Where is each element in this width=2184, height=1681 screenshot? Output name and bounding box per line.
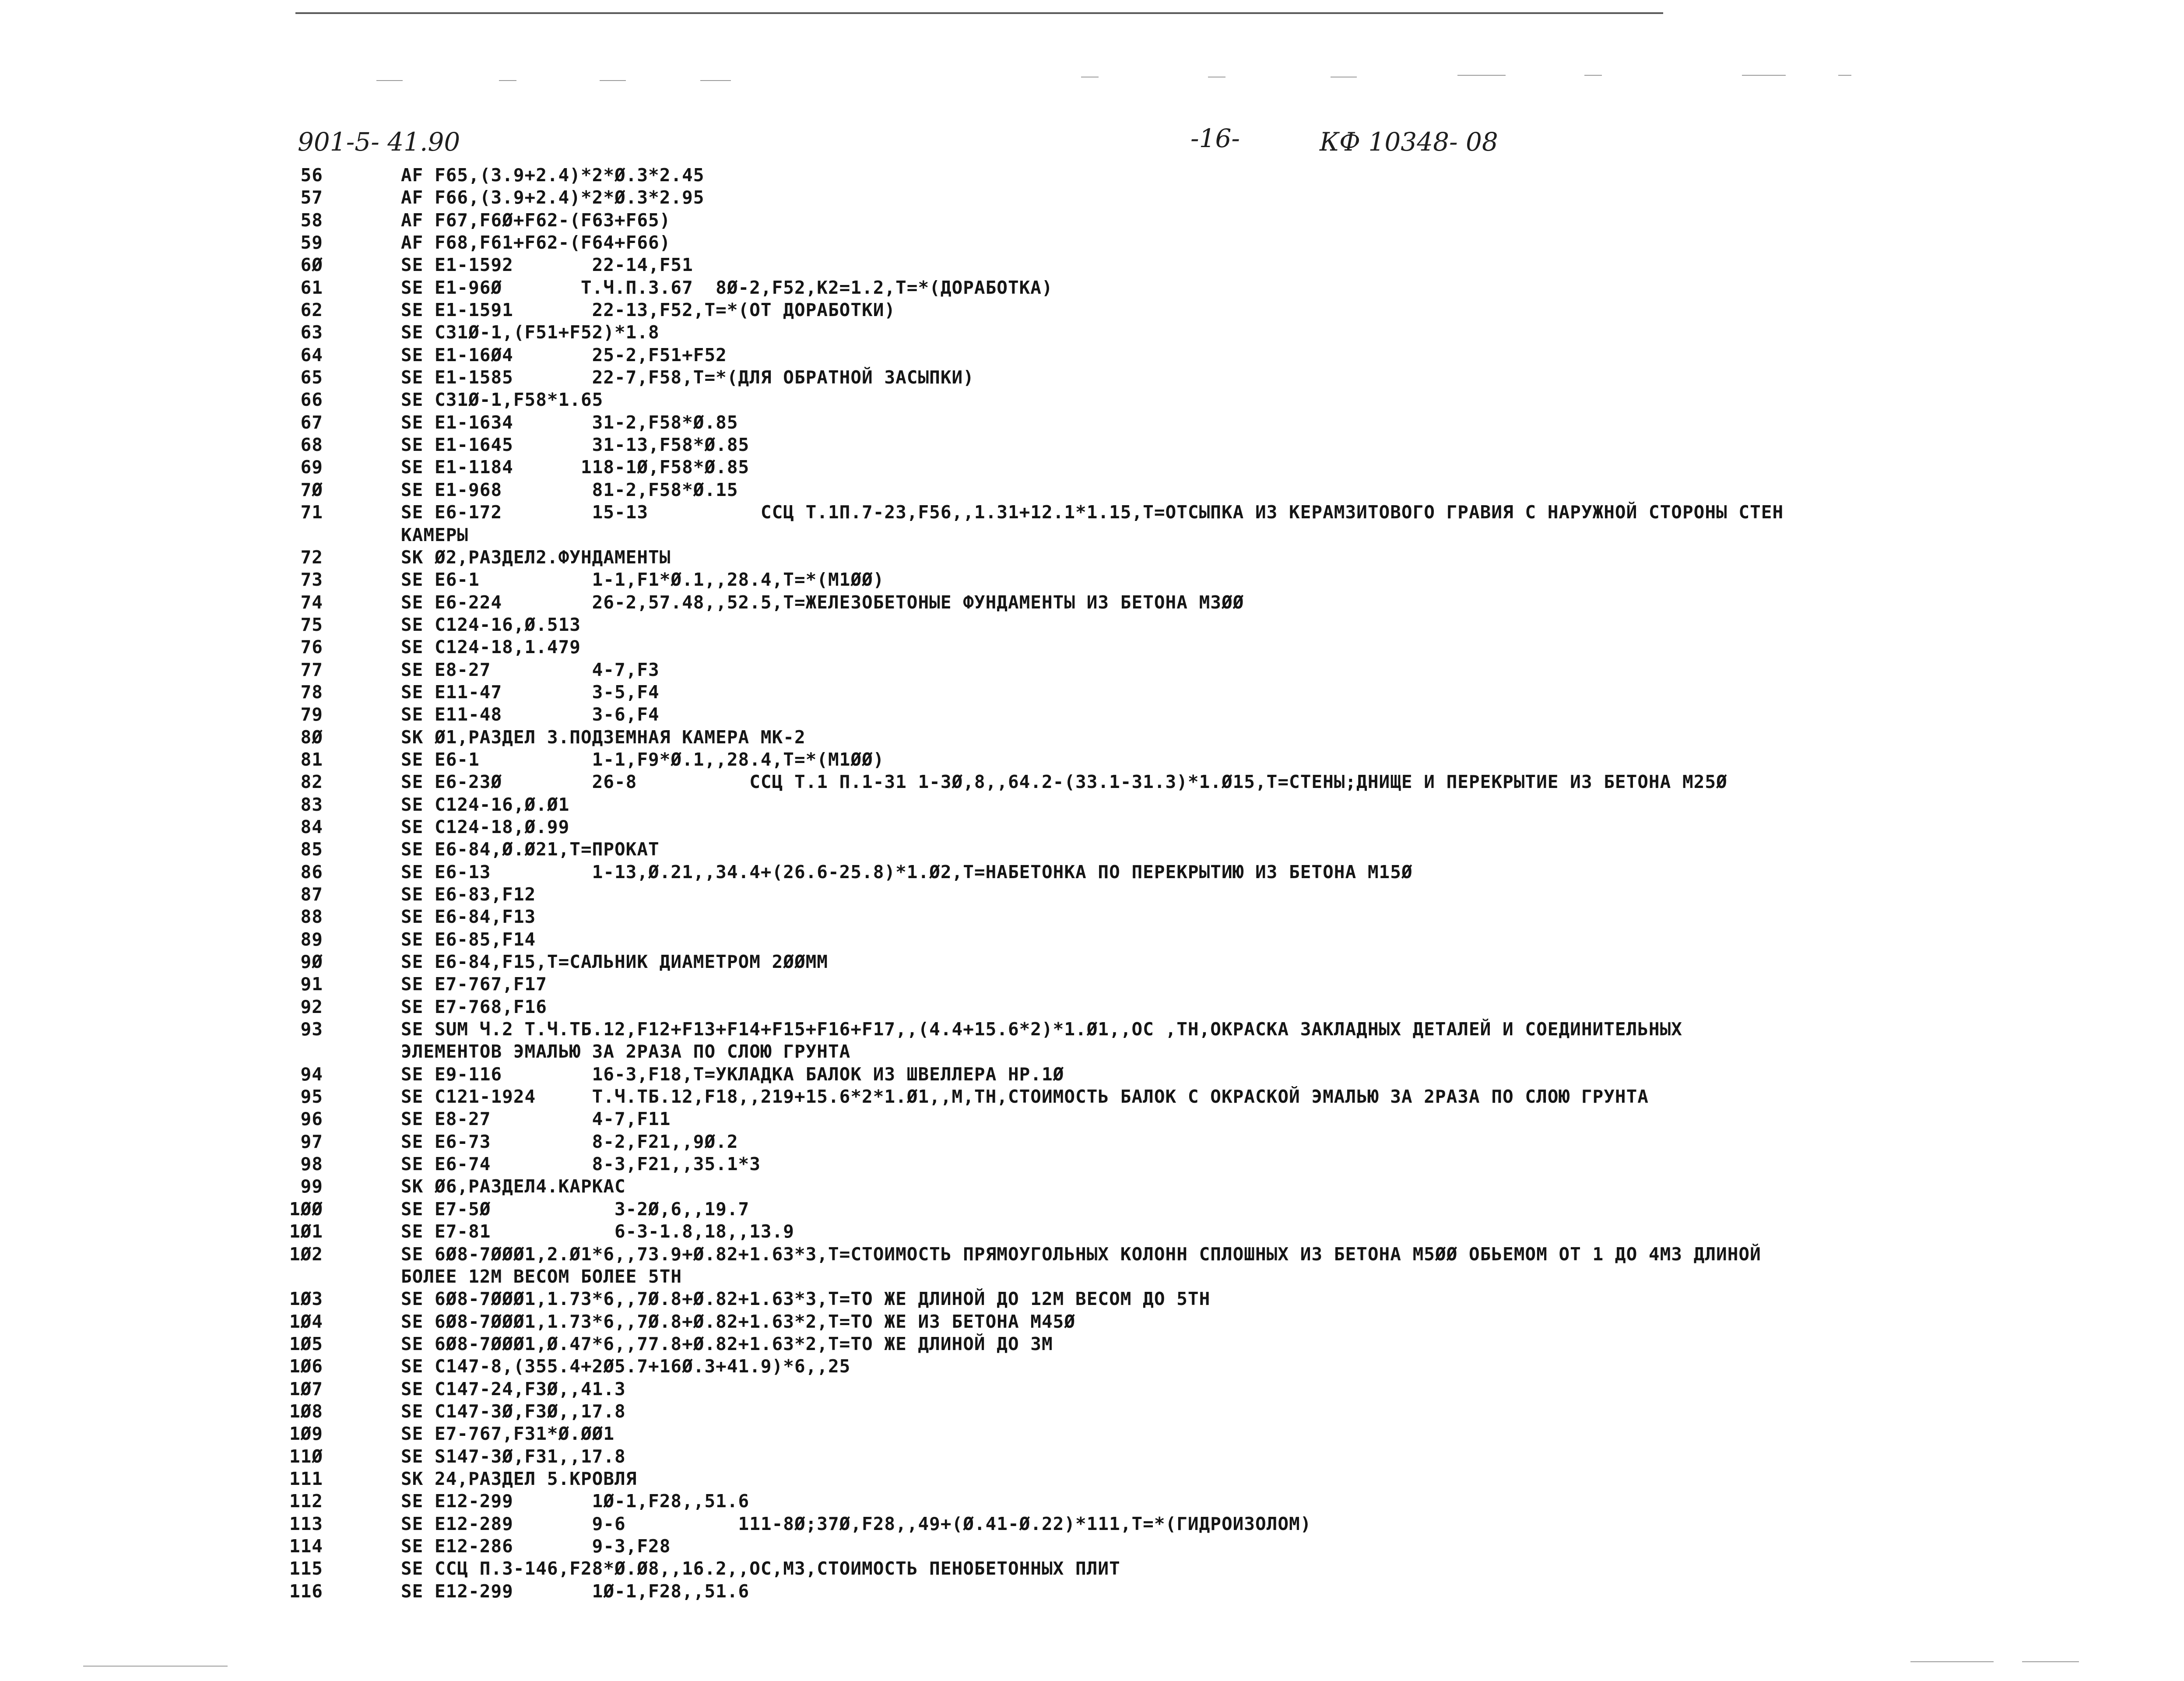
- line-code: AF F68,F61+F62-(F64+F66): [401, 232, 671, 253]
- listing-line: [0, 209, 2184, 232]
- listing-line: [0, 1468, 2184, 1490]
- listing-line: [0, 659, 2184, 681]
- listing-line: [0, 838, 2184, 861]
- listing-line: [0, 1355, 2184, 1378]
- line-number: 87: [300, 884, 323, 905]
- line-code: SE E12-299 1Ø-1,F28,,51.6: [401, 1580, 750, 1602]
- line-number: 99: [300, 1176, 323, 1197]
- listing-line: [0, 1490, 2184, 1512]
- line-number: 115: [289, 1558, 323, 1579]
- line-number: 59: [300, 232, 323, 253]
- scan-dash: [1742, 75, 1786, 76]
- line-code: SE 6Ø8-7ØØØ1,1.73*6,,7Ø.8+Ø.82+1.63*3,T=ТО ЖЕ ДЛИНОЙ ДО 12M ВЕСОМ ДО 5TH: [401, 1288, 1211, 1310]
- listing-line: [0, 996, 2184, 1018]
- listing-line: [0, 1378, 2184, 1400]
- scan-dash: [1910, 1661, 1994, 1662]
- listing-line: [0, 1558, 2184, 1580]
- line-code: SE 6Ø8-7ØØØ1,2.Ø1*6,,73.9+Ø.82+1.63*3,T=СТОИМОСТЬ ПРЯМОУГОЛЬНЫХ КОЛОНН СПЛОШНЫХ ИЗ БЕТОНА M5ØØ ОБЬЕМОМ ОТ 1 ДО 4M3 ДЛИНОЙ: [401, 1243, 1761, 1265]
- line-code: SE E7-5Ø 3-2Ø,6,,19.7: [401, 1198, 750, 1220]
- line-code: SK Ø1,РАЗДЕЛ 3.ПОДЗЕМНАЯ КАМЕРА MK-2: [401, 726, 806, 748]
- listing-line: [0, 1243, 2184, 1266]
- line-number: 69: [300, 457, 323, 478]
- scan-dash: [700, 80, 731, 81]
- line-code: SE E6-85,F14: [401, 928, 536, 950]
- line-code: SE E1-1645 31-13,F58*Ø.85: [401, 434, 750, 456]
- line-number: 68: [300, 434, 323, 456]
- line-number: 7Ø: [300, 479, 323, 500]
- line-code: SE E11-48 3-6,F4: [401, 704, 660, 725]
- line-number: 1Ø8: [289, 1400, 323, 1422]
- listing-line: [0, 1580, 2184, 1603]
- listing-line: [0, 1445, 2184, 1468]
- line-number: 76: [300, 637, 323, 658]
- line-number: 11Ø: [289, 1445, 323, 1467]
- line-number: 93: [300, 1019, 323, 1040]
- scan-dash: [600, 80, 626, 81]
- listing-line: [0, 1423, 2184, 1445]
- code-listing: [0, 164, 2184, 1603]
- line-number: 65: [300, 367, 323, 388]
- line-code: SK 24,РАЗДЕЛ 5.КРОВЛЯ: [401, 1468, 637, 1489]
- line-code: SE E12-289 9-6 111-8Ø;37Ø,F28,,49+(Ø.41-Ø.22)*111,T=*(ГИДРОИЗОЛОМ): [401, 1513, 1312, 1534]
- line-code: AF F65,(3.9+2.4)*2*Ø.3*2.45: [401, 165, 705, 186]
- line-number: 84: [300, 816, 323, 837]
- listing-line: [0, 569, 2184, 591]
- listing-line: [0, 321, 2184, 344]
- scan-dash: [376, 80, 403, 81]
- listing-line: [0, 1513, 2184, 1535]
- handwritten-series-mark: 901-5- 41.90: [298, 127, 460, 157]
- line-number: 111: [289, 1468, 323, 1489]
- line-code: SE E6-74 8-3,F21,,35.1*3: [401, 1153, 761, 1175]
- listing-line: [0, 883, 2184, 906]
- line-number: 82: [300, 771, 323, 793]
- line-number: 95: [300, 1086, 323, 1108]
- line-number: 85: [300, 839, 323, 860]
- line-code: SE E6-13 1-13,Ø.21,,34.4+(26.6-25.8)*1.Ø2,T=НАБЕТОНКА ПО ПЕРЕКРЫТИЮ ИЗ БЕТОНА M15Ø: [401, 861, 1413, 883]
- listing-line: [0, 816, 2184, 838]
- listing-line: [0, 546, 2184, 569]
- line-code: SE E1-16Ø4 25-2,F51+F52: [401, 344, 727, 366]
- line-code: SE E1-1591 22-13,F52,T=*(ОТ ДОРАБОТКИ): [401, 299, 896, 321]
- line-code: SE E6-1 1-1,F9*Ø.1,,28.4,T=*(M1ØØ): [401, 749, 885, 770]
- line-code: SE E12-299 1Ø-1,F28,,51.6: [401, 1491, 750, 1512]
- line-number: 1Ø7: [289, 1378, 323, 1400]
- scan-dash: [2022, 1661, 2079, 1662]
- line-number: 64: [300, 344, 323, 366]
- listing-line: [0, 749, 2184, 771]
- listing-line: [0, 1535, 2184, 1558]
- line-number: 1Ø5: [289, 1333, 323, 1354]
- listing-line: [0, 681, 2184, 703]
- listing-line: [0, 524, 2184, 546]
- listing-line: [0, 254, 2184, 276]
- line-code: БОЛЕЕ 12M ВЕСОМ БОЛЕЕ 5TH: [401, 1266, 682, 1287]
- line-code: SE E7-767,F31*Ø.ØØ1: [401, 1423, 614, 1445]
- line-number: 92: [300, 996, 323, 1017]
- line-number: 86: [300, 861, 323, 883]
- line-number: 75: [300, 614, 323, 635]
- line-code: SE E1-96Ø Т.Ч.П.3.67 8Ø-2,F52,K2=1.2,T=*(ДОРАБОТКА): [401, 277, 1053, 298]
- line-code: SE E1-1585 22-7,F58,T=*(ДЛЯ ОБРАТНОЙ ЗАСЫПКИ): [401, 367, 974, 388]
- line-number: 66: [300, 389, 323, 411]
- line-code: SE 6Ø8-7ØØØ1,Ø.47*6,,77.8+Ø.82+1.63*2,T=ТО ЖЕ ДЛИНОЙ ДО 3M: [401, 1333, 1053, 1354]
- line-number: 98: [300, 1153, 323, 1175]
- handwritten-document-code: КФ 10348- 08: [1320, 127, 1498, 157]
- listing-line: [0, 636, 2184, 658]
- listing-line: [0, 232, 2184, 254]
- line-code: SE C31Ø-1,(F51+F52)*1.8: [401, 322, 660, 343]
- line-code: КАМЕРЫ: [401, 524, 469, 545]
- line-code: SE E6-172 15-13 ССЦ Т.1П.7-23,F56,,1.31+12.1*1.15,T=ОТСЫПКА ИЗ КЕРАМЗИТОВОГО ГРАВИЯ С НАРУЖНОЙ СТОРОНЫ СТЕН: [401, 502, 1784, 523]
- line-code: SE E9-116 16-3,F18,T=УКЛАДКА БАЛОК ИЗ ШВЕЛЛЕРА HP.1Ø: [401, 1063, 1064, 1085]
- line-number: 89: [300, 928, 323, 950]
- listing-line: [0, 411, 2184, 434]
- line-code: SE S147-3Ø,F31,,17.8: [401, 1445, 626, 1467]
- line-number: 63: [300, 322, 323, 343]
- listing-line: [0, 861, 2184, 883]
- line-code: SE C147-8,(355.4+2Ø5.7+16Ø.3+41.9)*6,,25: [401, 1356, 851, 1377]
- line-code: SE E11-47 3-5,F4: [401, 681, 660, 703]
- listing-line: [0, 501, 2184, 524]
- line-code: SE 6Ø8-7ØØØ1,1.73*6,,7Ø.8+Ø.82+1.63*2,T=ТО ЖЕ ИЗ БЕТОНА M45Ø: [401, 1311, 1076, 1332]
- listing-line: [0, 906, 2184, 928]
- listing-line: [0, 456, 2184, 478]
- line-code: SE E1-1634 31-2,F58*Ø.85: [401, 411, 738, 433]
- line-number: 1Ø1: [289, 1221, 323, 1242]
- scan-dash: [83, 1666, 228, 1667]
- line-code: SE C121-1924 Т.Ч.ТБ.12,F18,,219+15.6*2*1.Ø1,,M,TH,СТОИМОСТЬ БАЛОК С ОКРАСКОЙ ЭМАЛЬЮ ЗА 2РАЗА ПО СЛОЮ ГРУНТА: [401, 1086, 1649, 1108]
- line-number: 57: [300, 187, 323, 208]
- line-code: SE E6-84,F13: [401, 906, 536, 928]
- line-number: 56: [300, 165, 323, 186]
- listing-line: [0, 1041, 2184, 1063]
- listing-line: [0, 1086, 2184, 1108]
- handwritten-page-number: -16-: [1190, 123, 1240, 153]
- line-number: 1ØØ: [289, 1198, 323, 1220]
- listing-line: [0, 726, 2184, 749]
- line-number: 78: [300, 681, 323, 703]
- line-code: SE E6-73 8-2,F21,,9Ø.2: [401, 1131, 738, 1152]
- line-number: 112: [289, 1491, 323, 1512]
- line-number: 1Ø6: [289, 1356, 323, 1377]
- listing-line: [0, 1311, 2184, 1333]
- line-code: SE E8-27 4-7,F11: [401, 1108, 671, 1130]
- line-code: SE C124-16,Ø.513: [401, 614, 581, 635]
- line-code: SE C124-18,1.479: [401, 637, 581, 658]
- listing-line: [0, 1220, 2184, 1243]
- listing-line: [0, 1266, 2184, 1288]
- listing-line: [0, 299, 2184, 321]
- line-code: SE E1-968 81-2,F58*Ø.15: [401, 479, 738, 500]
- line-code: SE E7-768,F16: [401, 996, 547, 1017]
- line-code: SE E7-767,F17: [401, 974, 547, 995]
- listing-line: [0, 344, 2184, 366]
- line-number: 1Ø2: [289, 1243, 323, 1265]
- line-code: SE C147-24,F3Ø,,41.3: [401, 1378, 626, 1400]
- line-number: 72: [300, 546, 323, 568]
- line-number: 73: [300, 569, 323, 591]
- listing-line: [0, 794, 2184, 816]
- listing-line: [0, 389, 2184, 411]
- listing-line: [0, 1198, 2184, 1220]
- line-code: SE E6-84,Ø.Ø21,T=ПРОКАТ: [401, 839, 660, 860]
- listing-line: [0, 1153, 2184, 1175]
- listing-line: [0, 164, 2184, 186]
- listing-line: [0, 928, 2184, 951]
- line-code: SE E8-27 4-7,F3: [401, 659, 660, 680]
- line-number: 113: [289, 1513, 323, 1534]
- scan-dash: [1457, 75, 1506, 76]
- line-code: AF F67,F6Ø+F62-(F63+F65): [401, 209, 671, 231]
- line-code: ЭЛЕМЕНТОВ ЭМАЛЬЮ ЗА 2РАЗА ПО СЛОЮ ГРУНТА: [401, 1041, 851, 1062]
- listing-line: [0, 434, 2184, 456]
- line-number: 96: [300, 1108, 323, 1130]
- listing-line: [0, 479, 2184, 501]
- line-number: 67: [300, 411, 323, 433]
- line-number: 91: [300, 974, 323, 995]
- line-number: 94: [300, 1063, 323, 1085]
- line-number: 79: [300, 704, 323, 725]
- line-code: SE E6-224 26-2,57.48,,52.5,T=ЖЕЛЕЗОБЕТОНЫЕ ФУНДАМЕНТЫ ИЗ БЕТОНА M3ØØ: [401, 591, 1244, 613]
- top-rule: [295, 12, 1663, 14]
- line-code: SK Ø6,РАЗДЕЛ4.КАРКАС: [401, 1176, 626, 1197]
- scan-dash: [499, 80, 516, 81]
- listing-line: [0, 1175, 2184, 1198]
- line-number: 71: [300, 502, 323, 523]
- line-number: 116: [289, 1580, 323, 1602]
- listing-line: [0, 1018, 2184, 1041]
- line-code: SE E1-1184 118-1Ø,F58*Ø.85: [401, 457, 750, 478]
- listing-line: [0, 1063, 2184, 1086]
- line-code: SE E6-23Ø 26-8 ССЦ Т.1 П.1-31 1-3Ø,8,,64.2-(33.1-31.3)*1.Ø15,T=СТЕНЫ;ДНИЩЕ И ПЕРЕКРЫТИЕ ИЗ БЕТОНА M25Ø: [401, 771, 1728, 793]
- listing-line: [0, 277, 2184, 299]
- listing-line: [0, 186, 2184, 209]
- line-code: SE E1-1592 22-14,F51: [401, 254, 693, 276]
- listing-line: [0, 1333, 2184, 1355]
- line-number: 77: [300, 659, 323, 680]
- line-number: 83: [300, 794, 323, 815]
- line-code: SE E6-84,F15,T=САЛЬНИК ДИАМЕТРОМ 2ØØMM: [401, 951, 828, 973]
- listing-line: [0, 1131, 2184, 1153]
- listing-line: [0, 771, 2184, 793]
- listing-line: [0, 1400, 2184, 1423]
- line-number: 88: [300, 906, 323, 928]
- listing-line: [0, 951, 2184, 973]
- line-code: SE SUM Ч.2 Т.Ч.ТБ.12,F12+F13+F14+F15+F16+F17,,(4.4+15.6*2)*1.Ø1,,OC ,TH,ОКРАСКА ЗАКЛАДНЫХ ДЕТАЛЕЙ И СОЕДИНИТЕЛЬНЫХ: [401, 1019, 1682, 1040]
- listing-line: [0, 1288, 2184, 1310]
- line-code: SE E6-83,F12: [401, 884, 536, 905]
- line-code: SE C31Ø-1,F58*1.65: [401, 389, 604, 411]
- listing-line: [0, 366, 2184, 389]
- line-code: AF F66,(3.9+2.4)*2*Ø.3*2.95: [401, 187, 705, 208]
- scan-dash: [1584, 75, 1602, 76]
- listing-line: [0, 1108, 2184, 1130]
- line-code: SE ССЦ П.3-146,F28*Ø.Ø8,,16.2,,OC,M3,СТОИМОСТЬ ПЕНОБЕТОННЫХ ПЛИТ: [401, 1558, 1120, 1579]
- line-code: SE E6-1 1-1,F1*Ø.1,,28.4,T=*(M1ØØ): [401, 569, 885, 591]
- line-number: 81: [300, 749, 323, 770]
- line-number: 1Ø4: [289, 1311, 323, 1332]
- line-code: SK Ø2,РАЗДЕЛ2.ФУНДАМЕНТЫ: [401, 546, 671, 568]
- line-code: SE C147-3Ø,F3Ø,,17.8: [401, 1400, 626, 1422]
- line-number: 58: [300, 209, 323, 231]
- line-code: SE E12-286 9-3,F28: [401, 1535, 671, 1557]
- line-number: 1Ø3: [289, 1288, 323, 1310]
- listing-line: [0, 614, 2184, 636]
- line-number: 74: [300, 591, 323, 613]
- listing-line: [0, 591, 2184, 614]
- line-number: 61: [300, 277, 323, 298]
- line-code: SE C124-16,Ø.Ø1: [401, 794, 570, 815]
- line-code: SE E7-81 6-3-1.8,18,,13.9: [401, 1221, 794, 1242]
- listing-line: [0, 703, 2184, 726]
- line-number: 114: [289, 1535, 323, 1557]
- line-number: 1Ø9: [289, 1423, 323, 1445]
- scan-dash: [1838, 75, 1851, 76]
- line-number: 97: [300, 1131, 323, 1152]
- line-number: 8Ø: [300, 726, 323, 748]
- line-number: 6Ø: [300, 254, 323, 276]
- line-code: SE C124-18,Ø.99: [401, 816, 570, 837]
- line-number: 62: [300, 299, 323, 321]
- listing-line: [0, 973, 2184, 995]
- line-number: 9Ø: [300, 951, 323, 973]
